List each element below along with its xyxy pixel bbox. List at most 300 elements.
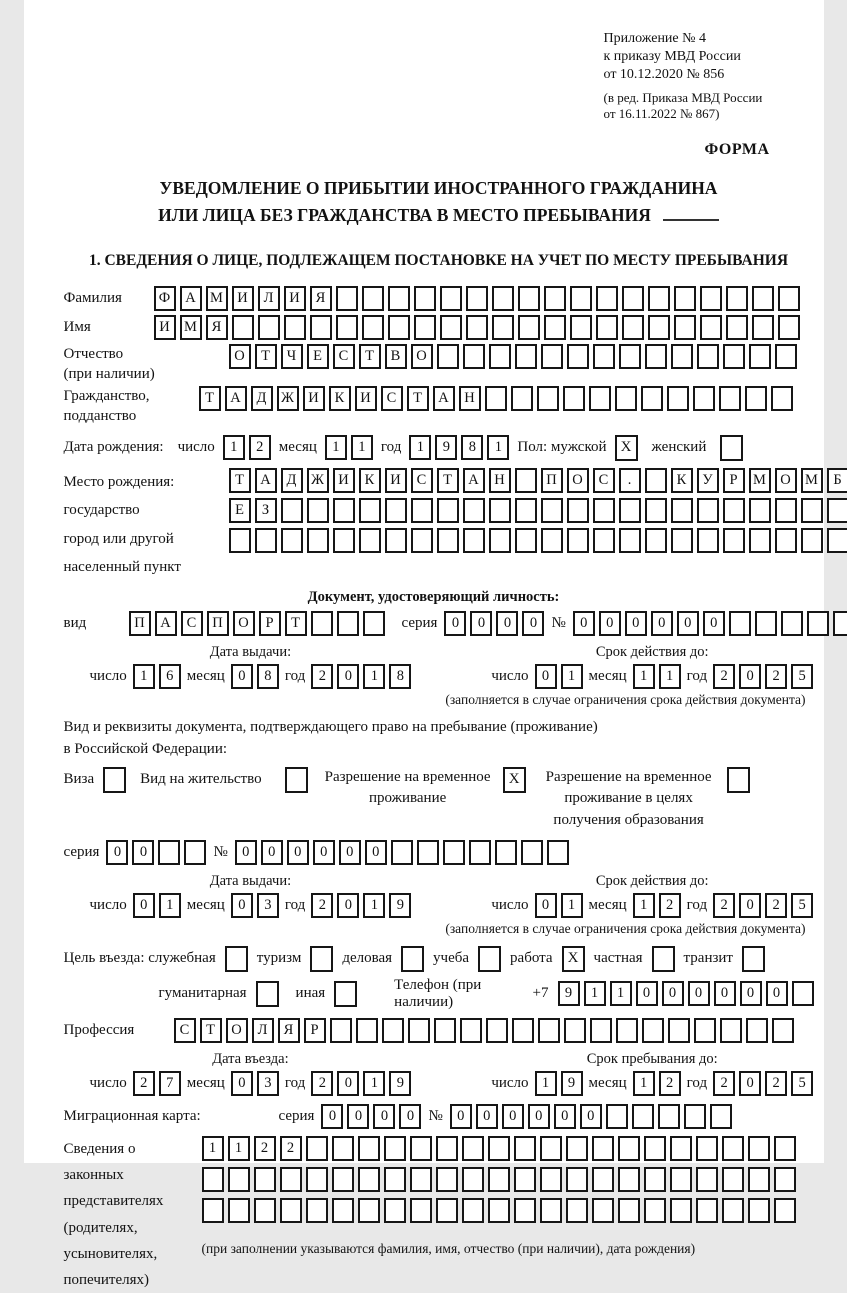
char-cell[interactable]: 0	[313, 840, 335, 865]
char-cell[interactable]	[258, 315, 280, 340]
char-cell[interactable]: 0	[337, 1071, 359, 1096]
female-checkbox[interactable]	[720, 435, 743, 461]
char-cell[interactable]	[644, 1198, 666, 1223]
char-cell[interactable]	[385, 498, 407, 523]
char-cell[interactable]: П	[129, 611, 151, 636]
char-cell[interactable]: И	[232, 286, 254, 311]
char-cell[interactable]	[384, 1136, 406, 1161]
char-cell[interactable]: 1	[535, 1071, 557, 1096]
char-cell[interactable]: 2	[713, 1071, 735, 1096]
char-cell[interactable]	[158, 840, 180, 865]
char-cell[interactable]	[748, 1167, 770, 1192]
char-cell[interactable]	[541, 344, 563, 369]
char-cell[interactable]	[492, 315, 514, 340]
char-cell[interactable]	[700, 286, 722, 311]
char-cell[interactable]	[410, 1136, 432, 1161]
char-cell[interactable]	[486, 1018, 508, 1043]
char-cell[interactable]	[827, 528, 847, 553]
char-cell[interactable]: 0	[740, 981, 762, 1006]
char-cell[interactable]	[358, 1198, 380, 1223]
char-cell[interactable]: 0	[688, 981, 710, 1006]
visa-checkbox[interactable]	[103, 767, 126, 793]
char-cell[interactable]: Т	[255, 344, 277, 369]
char-cell[interactable]	[564, 1018, 586, 1043]
char-cell[interactable]	[596, 315, 618, 340]
char-cell[interactable]: Ч	[281, 344, 303, 369]
char-cell[interactable]: 0	[399, 1104, 421, 1129]
char-cell[interactable]	[515, 528, 537, 553]
char-cell[interactable]: Ж	[307, 468, 329, 493]
char-cell[interactable]: 9	[558, 981, 580, 1006]
char-cell[interactable]	[306, 1136, 328, 1161]
char-cell[interactable]: 2	[713, 664, 735, 689]
char-cell[interactable]	[540, 1167, 562, 1192]
char-cell[interactable]: О	[229, 344, 251, 369]
char-cell[interactable]	[778, 286, 800, 311]
char-cell[interactable]: 2	[659, 1071, 681, 1096]
char-cell[interactable]: 1	[584, 981, 606, 1006]
char-cell[interactable]	[632, 1104, 654, 1129]
char-cell[interactable]	[566, 1198, 588, 1223]
char-cell[interactable]	[700, 315, 722, 340]
char-cell[interactable]	[694, 1018, 716, 1043]
char-cell[interactable]: А	[225, 386, 247, 411]
char-cell[interactable]: 0	[235, 840, 257, 865]
char-cell[interactable]: 0	[573, 611, 595, 636]
char-cell[interactable]: Ж	[277, 386, 299, 411]
char-cell[interactable]	[489, 498, 511, 523]
char-cell[interactable]	[541, 498, 563, 523]
char-cell[interactable]	[745, 386, 767, 411]
char-cell[interactable]	[436, 1198, 458, 1223]
char-cell[interactable]: С	[181, 611, 203, 636]
char-cell[interactable]	[228, 1167, 250, 1192]
char-cell[interactable]: 0	[450, 1104, 472, 1129]
char-cell[interactable]	[388, 315, 410, 340]
char-cell[interactable]	[254, 1167, 276, 1192]
char-cell[interactable]	[645, 344, 667, 369]
char-cell[interactable]	[670, 1198, 692, 1223]
char-cell[interactable]: 1	[610, 981, 632, 1006]
char-cell[interactable]	[410, 1167, 432, 1192]
char-cell[interactable]	[749, 498, 771, 523]
char-cell[interactable]	[726, 315, 748, 340]
char-cell[interactable]	[281, 528, 303, 553]
char-cell[interactable]	[544, 286, 566, 311]
char-cell[interactable]	[567, 344, 589, 369]
temporary-residence-checkbox[interactable]: X	[503, 767, 526, 793]
char-cell[interactable]	[566, 1136, 588, 1161]
char-cell[interactable]	[563, 386, 585, 411]
char-cell[interactable]: 1	[228, 1136, 250, 1161]
char-cell[interactable]	[463, 344, 485, 369]
char-cell[interactable]: 2	[254, 1136, 276, 1161]
char-cell[interactable]	[485, 386, 507, 411]
char-cell[interactable]	[670, 1136, 692, 1161]
char-cell[interactable]: 0	[231, 664, 253, 689]
char-cell[interactable]: Е	[307, 344, 329, 369]
char-cell[interactable]	[417, 840, 439, 865]
char-cell[interactable]: 1	[633, 664, 655, 689]
char-cell[interactable]	[512, 1018, 534, 1043]
char-cell[interactable]: 0	[476, 1104, 498, 1129]
char-cell[interactable]: .	[619, 468, 641, 493]
char-cell[interactable]: С	[411, 468, 433, 493]
char-cell[interactable]	[492, 286, 514, 311]
char-cell[interactable]	[775, 344, 797, 369]
char-cell[interactable]	[827, 498, 847, 523]
char-cell[interactable]	[593, 528, 615, 553]
char-cell[interactable]	[801, 498, 823, 523]
char-cell[interactable]	[202, 1167, 224, 1192]
char-cell[interactable]: 0	[231, 893, 253, 918]
char-cell[interactable]	[648, 286, 670, 311]
char-cell[interactable]	[547, 840, 569, 865]
char-cell[interactable]: К	[671, 468, 693, 493]
char-cell[interactable]	[723, 498, 745, 523]
char-cell[interactable]	[462, 1136, 484, 1161]
char-cell[interactable]: 1	[202, 1136, 224, 1161]
purpose-work-checkbox[interactable]: X	[562, 946, 585, 972]
char-cell[interactable]: 0	[339, 840, 361, 865]
char-cell[interactable]	[358, 1167, 380, 1192]
char-cell[interactable]: Р	[304, 1018, 326, 1043]
char-cell[interactable]: Р	[723, 468, 745, 493]
char-cell[interactable]	[619, 498, 641, 523]
char-cell[interactable]	[229, 528, 251, 553]
char-cell[interactable]	[202, 1198, 224, 1223]
char-cell[interactable]: О	[233, 611, 255, 636]
purpose-transit-checkbox[interactable]	[742, 946, 765, 972]
char-cell[interactable]: С	[593, 468, 615, 493]
char-cell[interactable]	[772, 1018, 794, 1043]
char-cell[interactable]: 0	[554, 1104, 576, 1129]
char-cell[interactable]	[807, 611, 829, 636]
char-cell[interactable]	[359, 528, 381, 553]
char-cell[interactable]	[385, 528, 407, 553]
purpose-official-checkbox[interactable]	[225, 946, 248, 972]
char-cell[interactable]: 0	[636, 981, 658, 1006]
char-cell[interactable]	[518, 286, 540, 311]
char-cell[interactable]: П	[207, 611, 229, 636]
char-cell[interactable]	[696, 1198, 718, 1223]
char-cell[interactable]	[667, 386, 689, 411]
char-cell[interactable]	[306, 1198, 328, 1223]
char-cell[interactable]: 1	[363, 1071, 385, 1096]
char-cell[interactable]: Т	[437, 468, 459, 493]
char-cell[interactable]	[696, 1167, 718, 1192]
char-cell[interactable]	[616, 1018, 638, 1043]
char-cell[interactable]	[622, 286, 644, 311]
char-cell[interactable]: 2	[659, 893, 681, 918]
char-cell[interactable]	[775, 498, 797, 523]
char-cell[interactable]: 8	[257, 664, 279, 689]
char-cell[interactable]: 0	[739, 893, 761, 918]
char-cell[interactable]	[710, 1104, 732, 1129]
char-cell[interactable]: 8	[461, 435, 483, 460]
char-cell[interactable]	[755, 611, 777, 636]
char-cell[interactable]	[440, 315, 462, 340]
char-cell[interactable]	[280, 1167, 302, 1192]
char-cell[interactable]: 0	[373, 1104, 395, 1129]
char-cell[interactable]	[515, 498, 537, 523]
char-cell[interactable]: М	[801, 468, 823, 493]
char-cell[interactable]: И	[333, 468, 355, 493]
char-cell[interactable]: И	[284, 286, 306, 311]
char-cell[interactable]	[330, 1018, 352, 1043]
char-cell[interactable]: Л	[258, 286, 280, 311]
char-cell[interactable]: Я	[278, 1018, 300, 1043]
char-cell[interactable]	[645, 528, 667, 553]
char-cell[interactable]: 6	[159, 664, 181, 689]
char-cell[interactable]: 5	[791, 893, 813, 918]
char-cell[interactable]	[466, 286, 488, 311]
char-cell[interactable]: 0	[347, 1104, 369, 1129]
char-cell[interactable]	[618, 1198, 640, 1223]
char-cell[interactable]: Я	[310, 286, 332, 311]
char-cell[interactable]: Д	[281, 468, 303, 493]
char-cell[interactable]	[515, 344, 537, 369]
char-cell[interactable]: О	[567, 468, 589, 493]
char-cell[interactable]	[255, 528, 277, 553]
char-cell[interactable]	[719, 386, 741, 411]
char-cell[interactable]: 1	[351, 435, 373, 460]
char-cell[interactable]	[801, 528, 823, 553]
char-cell[interactable]	[434, 1018, 456, 1043]
char-cell[interactable]	[541, 528, 563, 553]
char-cell[interactable]	[228, 1198, 250, 1223]
char-cell[interactable]	[333, 498, 355, 523]
char-cell[interactable]: 0	[703, 611, 725, 636]
char-cell[interactable]	[469, 840, 491, 865]
char-cell[interactable]: Я	[206, 315, 228, 340]
char-cell[interactable]	[749, 528, 771, 553]
char-cell[interactable]	[596, 286, 618, 311]
char-cell[interactable]	[443, 840, 465, 865]
char-cell[interactable]	[618, 1136, 640, 1161]
char-cell[interactable]	[592, 1167, 614, 1192]
char-cell[interactable]	[729, 611, 751, 636]
char-cell[interactable]: Б	[827, 468, 847, 493]
char-cell[interactable]: 0	[599, 611, 621, 636]
char-cell[interactable]: 0	[528, 1104, 550, 1129]
char-cell[interactable]: 0	[321, 1104, 343, 1129]
char-cell[interactable]: Н	[459, 386, 481, 411]
char-cell[interactable]	[362, 315, 384, 340]
char-cell[interactable]	[592, 1136, 614, 1161]
char-cell[interactable]	[184, 840, 206, 865]
char-cell[interactable]: 9	[435, 435, 457, 460]
char-cell[interactable]: З	[255, 498, 277, 523]
char-cell[interactable]	[722, 1198, 744, 1223]
char-cell[interactable]: 1	[561, 893, 583, 918]
char-cell[interactable]: 9	[561, 1071, 583, 1096]
char-cell[interactable]	[310, 315, 332, 340]
char-cell[interactable]	[570, 286, 592, 311]
char-cell[interactable]	[384, 1167, 406, 1192]
char-cell[interactable]	[488, 1136, 510, 1161]
char-cell[interactable]: 1	[159, 893, 181, 918]
char-cell[interactable]	[544, 315, 566, 340]
char-cell[interactable]	[307, 498, 329, 523]
char-cell[interactable]: 0	[337, 893, 359, 918]
char-cell[interactable]	[644, 1136, 666, 1161]
char-cell[interactable]: М	[206, 286, 228, 311]
char-cell[interactable]: 2	[311, 664, 333, 689]
char-cell[interactable]	[489, 528, 511, 553]
char-cell[interactable]	[488, 1198, 510, 1223]
char-cell[interactable]: 0	[739, 1071, 761, 1096]
char-cell[interactable]: 1	[659, 664, 681, 689]
char-cell[interactable]	[437, 344, 459, 369]
char-cell[interactable]	[514, 1136, 536, 1161]
char-cell[interactable]: С	[333, 344, 355, 369]
char-cell[interactable]: С	[381, 386, 403, 411]
char-cell[interactable]	[697, 528, 719, 553]
char-cell[interactable]	[593, 344, 615, 369]
char-cell[interactable]: А	[155, 611, 177, 636]
char-cell[interactable]: Т	[285, 611, 307, 636]
char-cell[interactable]	[592, 1198, 614, 1223]
char-cell[interactable]	[671, 498, 693, 523]
char-cell[interactable]: О	[226, 1018, 248, 1043]
char-cell[interactable]	[358, 1136, 380, 1161]
char-cell[interactable]: 0	[133, 893, 155, 918]
char-cell[interactable]: А	[180, 286, 202, 311]
char-cell[interactable]: 0	[287, 840, 309, 865]
char-cell[interactable]	[722, 1167, 744, 1192]
char-cell[interactable]	[540, 1198, 562, 1223]
char-cell[interactable]	[619, 344, 641, 369]
char-cell[interactable]	[752, 286, 774, 311]
char-cell[interactable]	[746, 1018, 768, 1043]
char-cell[interactable]: 0	[444, 611, 466, 636]
char-cell[interactable]	[411, 528, 433, 553]
char-cell[interactable]	[722, 1136, 744, 1161]
char-cell[interactable]	[622, 315, 644, 340]
char-cell[interactable]	[336, 315, 358, 340]
char-cell[interactable]	[567, 498, 589, 523]
char-cell[interactable]: 0	[365, 840, 387, 865]
char-cell[interactable]	[720, 1018, 742, 1043]
char-cell[interactable]	[306, 1167, 328, 1192]
char-cell[interactable]	[723, 528, 745, 553]
char-cell[interactable]	[606, 1104, 628, 1129]
char-cell[interactable]	[619, 528, 641, 553]
char-cell[interactable]	[618, 1167, 640, 1192]
char-cell[interactable]: А	[433, 386, 455, 411]
char-cell[interactable]: 2	[765, 893, 787, 918]
char-cell[interactable]: 3	[257, 1071, 279, 1096]
char-cell[interactable]	[670, 1167, 692, 1192]
char-cell[interactable]: Т	[229, 468, 251, 493]
char-cell[interactable]	[382, 1018, 404, 1043]
char-cell[interactable]	[671, 528, 693, 553]
char-cell[interactable]	[538, 1018, 560, 1043]
char-cell[interactable]: 9	[389, 893, 411, 918]
char-cell[interactable]: 1	[325, 435, 347, 460]
char-cell[interactable]	[462, 1198, 484, 1223]
char-cell[interactable]	[307, 528, 329, 553]
char-cell[interactable]: Т	[200, 1018, 222, 1043]
char-cell[interactable]	[833, 611, 847, 636]
char-cell[interactable]	[644, 1167, 666, 1192]
char-cell[interactable]: 1	[409, 435, 431, 460]
char-cell[interactable]	[515, 468, 537, 493]
purpose-private-checkbox[interactable]	[652, 946, 675, 972]
char-cell[interactable]: 1	[633, 1071, 655, 1096]
char-cell[interactable]: Е	[229, 498, 251, 523]
char-cell[interactable]: 1	[487, 435, 509, 460]
char-cell[interactable]	[332, 1136, 354, 1161]
purpose-study-checkbox[interactable]	[478, 946, 501, 972]
char-cell[interactable]: 0	[662, 981, 684, 1006]
char-cell[interactable]: 8	[389, 664, 411, 689]
char-cell[interactable]	[540, 1136, 562, 1161]
char-cell[interactable]	[414, 286, 436, 311]
char-cell[interactable]: 0	[766, 981, 788, 1006]
char-cell[interactable]: С	[174, 1018, 196, 1043]
char-cell[interactable]	[771, 386, 793, 411]
char-cell[interactable]	[566, 1167, 588, 1192]
char-cell[interactable]: 1	[561, 664, 583, 689]
char-cell[interactable]	[778, 315, 800, 340]
char-cell[interactable]	[466, 315, 488, 340]
char-cell[interactable]	[489, 344, 511, 369]
char-cell[interactable]	[436, 1136, 458, 1161]
char-cell[interactable]: У	[697, 468, 719, 493]
temporary-residence-education-checkbox[interactable]	[727, 767, 750, 793]
char-cell[interactable]	[337, 611, 359, 636]
purpose-humanitarian-checkbox[interactable]	[256, 981, 279, 1007]
char-cell[interactable]	[254, 1198, 276, 1223]
char-cell[interactable]	[696, 1136, 718, 1161]
char-cell[interactable]	[414, 315, 436, 340]
male-checkbox[interactable]: X	[615, 435, 638, 461]
char-cell[interactable]: И	[355, 386, 377, 411]
char-cell[interactable]: 0	[739, 664, 761, 689]
char-cell[interactable]: О	[411, 344, 433, 369]
char-cell[interactable]	[388, 286, 410, 311]
char-cell[interactable]: 1	[363, 664, 385, 689]
char-cell[interactable]	[645, 498, 667, 523]
char-cell[interactable]	[384, 1198, 406, 1223]
char-cell[interactable]	[697, 498, 719, 523]
char-cell[interactable]	[518, 315, 540, 340]
char-cell[interactable]: Н	[489, 468, 511, 493]
char-cell[interactable]: 7	[159, 1071, 181, 1096]
char-cell[interactable]	[537, 386, 559, 411]
char-cell[interactable]	[408, 1018, 430, 1043]
char-cell[interactable]	[463, 498, 485, 523]
char-cell[interactable]: 1	[363, 893, 385, 918]
char-cell[interactable]	[748, 1198, 770, 1223]
char-cell[interactable]: 2	[311, 1071, 333, 1096]
char-cell[interactable]: 0	[535, 893, 557, 918]
char-cell[interactable]	[411, 498, 433, 523]
char-cell[interactable]: 0	[580, 1104, 602, 1129]
char-cell[interactable]	[460, 1018, 482, 1043]
char-cell[interactable]	[684, 1104, 706, 1129]
char-cell[interactable]	[232, 315, 254, 340]
char-cell[interactable]	[658, 1104, 680, 1129]
char-cell[interactable]	[336, 286, 358, 311]
char-cell[interactable]	[280, 1198, 302, 1223]
char-cell[interactable]: 2	[133, 1071, 155, 1096]
char-cell[interactable]: 2	[765, 1071, 787, 1096]
char-cell[interactable]	[410, 1198, 432, 1223]
char-cell[interactable]	[333, 528, 355, 553]
